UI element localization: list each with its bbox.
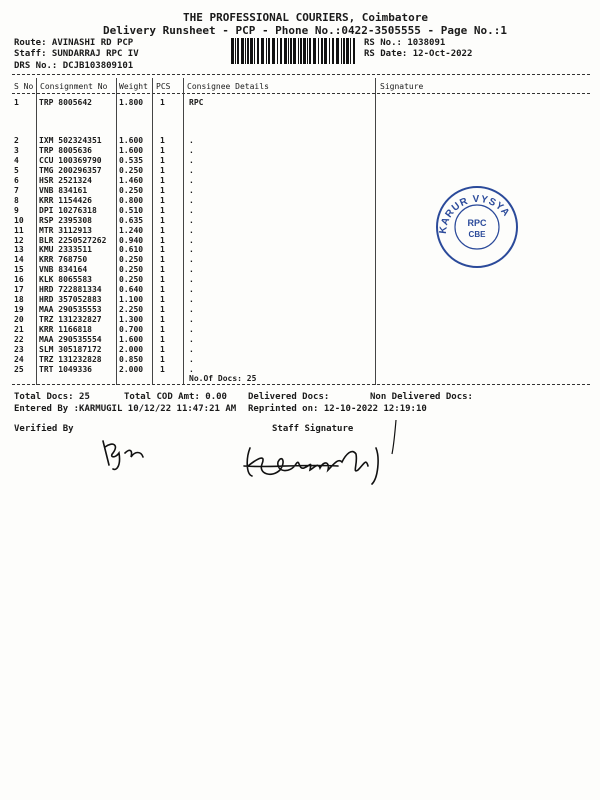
divider: [12, 384, 590, 385]
row-weight: 0.535: [119, 155, 144, 165]
barcode-bar: [261, 38, 264, 64]
barcode: [231, 38, 357, 64]
table-row: [0, 355, 600, 365]
non-delivered-docs: Non Delivered Docs:: [370, 392, 473, 402]
row-weight: 2.250: [119, 305, 144, 315]
row-consignee: .: [189, 235, 194, 245]
row-consignee: .: [189, 275, 194, 285]
row-sno: 8: [14, 195, 19, 205]
row-pcs: 1: [160, 235, 165, 245]
row-consignment-no: BLR 2250527262: [39, 235, 107, 245]
row-sno: 17: [14, 285, 24, 295]
barcode-bar: [250, 38, 253, 64]
drs-number: DRS No.: DCJB103809101: [14, 61, 134, 71]
divider: [12, 74, 590, 75]
row-pcs: 1: [160, 364, 165, 374]
row-sno: 14: [14, 255, 24, 265]
row-consignee: .: [189, 305, 194, 315]
staff-label: Staff: SUNDARRAJ RPC IV: [14, 49, 139, 59]
row-consignee: .: [189, 136, 194, 145]
col-header-pcs: PCS: [156, 82, 171, 91]
barcode-bar: [245, 38, 246, 64]
row-consignment-no: TMG 200296357: [39, 165, 102, 175]
row-consignment-no: TRP 8005636: [39, 145, 92, 155]
row-pcs: 1: [160, 325, 165, 335]
table-row: [0, 166, 600, 176]
row-consignee: .: [189, 165, 194, 175]
row-sno: 22: [14, 335, 24, 344]
row-pcs: 1: [160, 255, 165, 265]
row-pcs: 1: [160, 165, 165, 175]
col-header-consignee: Consignee Details: [187, 82, 269, 91]
row-pcs: 1: [160, 225, 165, 235]
row-consignment-no: VNB 834161: [39, 185, 88, 195]
row-sno: 20: [14, 315, 24, 325]
table-row: [0, 285, 600, 295]
row-consignee: .: [189, 225, 194, 235]
row-consignment-no: KMU 2333511: [39, 245, 92, 255]
row-pcs: 1: [160, 295, 165, 305]
row-weight: 0.250: [119, 165, 144, 175]
col-header-signature: Signature: [380, 82, 424, 91]
row-weight: 0.250: [119, 265, 144, 275]
barcode-bar: [247, 38, 249, 64]
row-pcs: 1: [160, 136, 165, 145]
verified-by-label: Verified By: [14, 424, 74, 434]
table-row: [0, 315, 600, 325]
row-consignee: .: [189, 185, 194, 195]
row-consignee: .: [189, 265, 194, 275]
barcode-bar: [300, 38, 302, 64]
row-sno: 23: [14, 344, 24, 354]
stamp-text-top: KARUR VYSYA: [437, 193, 512, 235]
row-consignee: .: [189, 145, 194, 155]
delivered-docs: Delivered Docs:: [248, 392, 330, 402]
table-row: [0, 335, 600, 345]
row-sno: 19: [14, 305, 24, 315]
row-pcs: 1: [160, 155, 165, 165]
row-pcs: 1: [160, 145, 165, 155]
row-weight: 1.100: [119, 295, 144, 305]
barcode-bar: [309, 38, 311, 64]
row-weight: 2.000: [119, 344, 144, 354]
row-weight: 0.510: [119, 205, 144, 215]
barcode-bar: [324, 38, 327, 64]
row-consignee: RPC: [189, 98, 204, 107]
row-weight: 1.600: [119, 335, 144, 344]
barcode-bar: [353, 38, 355, 64]
entered-by: Entered By :KARMUGIL 10/12/22 11:47:21 AM: [14, 404, 237, 414]
row-consignee: .: [189, 205, 194, 215]
row-weight: 0.250: [119, 275, 144, 285]
barcode-bar: [268, 38, 270, 64]
row-pcs: 1: [160, 344, 165, 354]
barcode-bar: [332, 38, 334, 64]
row-pcs: 1: [160, 354, 165, 364]
row-sno: 15: [14, 265, 24, 275]
total-cod: Total COD Amt: 0.00: [124, 392, 227, 402]
row-sno: 13: [14, 245, 24, 255]
row-sno: 12: [14, 235, 24, 245]
row-weight: 1.240: [119, 225, 144, 235]
row-consignment-no: TRZ 131232827: [39, 315, 102, 325]
barcode-bar: [293, 38, 296, 64]
barcode-bar: [288, 38, 289, 64]
stamp-text-bottom: CBE: [468, 230, 486, 239]
row-consignee: .: [189, 344, 194, 354]
row-weight: 0.700: [119, 325, 144, 335]
staff-signature-label: Staff Signature: [272, 424, 354, 434]
row-pcs: 1: [160, 275, 165, 285]
barcode-bar: [290, 38, 292, 64]
rs-date: RS Date: 12-Oct-2022: [364, 49, 473, 59]
row-consignment-no: KRR 768750: [39, 255, 88, 265]
row-sno: 4: [14, 155, 19, 165]
barcode-bar: [321, 38, 323, 64]
row-consignee: .: [189, 195, 194, 205]
row-weight: 0.635: [119, 215, 144, 225]
barcode-bar: [284, 38, 287, 64]
row-pcs: 1: [160, 215, 165, 225]
row-consignment-no: MAA 290535554: [39, 335, 102, 344]
row-consignee: .: [189, 364, 194, 374]
barcode-bar: [318, 38, 319, 64]
row-sno: 11: [14, 225, 24, 235]
barcode-bar: [277, 38, 278, 64]
no-of-docs: No.Of Docs: 25: [189, 374, 257, 383]
row-consignee: .: [189, 295, 194, 305]
barcode-bar: [346, 38, 349, 64]
barcode-bar: [280, 38, 282, 64]
row-consignee: .: [189, 155, 194, 165]
barcode-bar: [298, 38, 299, 64]
divider: [12, 93, 590, 94]
barcode-bar: [350, 38, 351, 64]
barcode-bar: [329, 38, 330, 64]
barcode-bar: [303, 38, 306, 64]
row-sno: 2: [14, 136, 19, 145]
col-header-sno: S No: [14, 82, 34, 91]
table-row: [0, 295, 600, 305]
table-row: [0, 345, 600, 355]
table-row: [0, 98, 600, 108]
row-weight: 0.640: [119, 285, 144, 295]
row-consignee: .: [189, 354, 194, 364]
row-consignee: .: [189, 215, 194, 225]
staff-signature: [238, 418, 398, 488]
row-consignment-no: VNB 834164: [39, 265, 88, 275]
table-row: [0, 146, 600, 156]
table-row: [0, 156, 600, 166]
row-consignment-no: HSR 2521324: [39, 175, 92, 185]
row-consignment-no: SLM 305187172: [39, 344, 102, 354]
barcode-bar: [254, 38, 255, 64]
row-pcs: 1: [160, 185, 165, 195]
row-consignment-no: CCU 100369790: [39, 155, 102, 165]
barcode-bar: [235, 38, 236, 64]
svg-text:KARUR VYSYA: [438, 194, 512, 235]
row-consignment-no: TRZ 131232828: [39, 354, 102, 364]
barcode-bar: [307, 38, 308, 64]
barcode-bar: [313, 38, 316, 64]
row-sno: 16: [14, 275, 24, 285]
row-consignment-no: HRD 357052883: [39, 295, 102, 305]
row-weight: 0.610: [119, 245, 144, 255]
company-title: THE PROFESSIONAL COURIERS, Coimbatore: [183, 11, 429, 24]
barcode-bar: [266, 38, 267, 64]
barcode-bar: [343, 38, 345, 64]
row-sno: 7: [14, 185, 19, 195]
row-pcs: 1: [160, 285, 165, 295]
row-sno: 21: [14, 325, 24, 335]
row-pcs: 1: [160, 315, 165, 325]
row-weight: 2.000: [119, 364, 144, 374]
row-weight: 0.250: [119, 255, 144, 265]
row-consignee: .: [189, 315, 194, 325]
row-pcs: 1: [160, 245, 165, 255]
row-pcs: 1: [160, 98, 165, 107]
row-sno: 25: [14, 364, 24, 374]
row-sno: 1: [14, 98, 19, 107]
barcode-bar: [241, 38, 244, 64]
runsheet-subtitle: Delivery Runsheet - PCP - Phone No.:0422-3505555 - Page No.:1: [103, 24, 507, 37]
row-pcs: 1: [160, 195, 165, 205]
row-sno: 6: [14, 175, 19, 185]
row-weight: 0.940: [119, 235, 144, 245]
row-consignment-no: IXM 502324351: [39, 136, 102, 145]
row-consignment-no: KLK 8065583: [39, 275, 92, 285]
row-weight: 0.250: [119, 185, 144, 195]
barcode-bar: [336, 38, 339, 64]
row-consignee: .: [189, 255, 194, 265]
table-row: [0, 275, 600, 285]
row-consignment-no: MTR 3112913: [39, 225, 92, 235]
reprinted-on: Reprinted on: 12-10-2022 12:19:10: [248, 404, 427, 414]
row-weight: 0.800: [119, 195, 144, 205]
row-consignment-no: MAA 290535553: [39, 305, 102, 315]
row-pcs: 1: [160, 265, 165, 275]
row-consignment-no: KRR 1154426: [39, 195, 92, 205]
row-pcs: 1: [160, 305, 165, 315]
barcode-bar: [237, 38, 239, 64]
row-pcs: 1: [160, 205, 165, 215]
rs-number: RS No.: 1038091: [364, 38, 446, 48]
row-sno: 18: [14, 295, 24, 305]
row-consignment-no: DPI 10276318: [39, 205, 97, 215]
total-docs: Total Docs: 25: [14, 392, 90, 402]
route-label: Route: AVINASHI RD PCP: [14, 38, 134, 48]
table-row: [0, 365, 600, 375]
table-row: [0, 305, 600, 315]
col-header-weight: Weight: [119, 82, 148, 91]
row-consignment-no: RSP 2395308: [39, 215, 92, 225]
row-sno: 5: [14, 165, 19, 175]
row-weight: 1.600: [119, 136, 144, 145]
row-consignment-no: HRD 722881334: [39, 285, 102, 295]
verifier-signature: [95, 435, 155, 475]
barcode-bar: [231, 38, 234, 64]
row-consignee: .: [189, 175, 194, 185]
stamp-text-mid: RPC: [467, 218, 487, 228]
row-consignee: .: [189, 325, 194, 335]
row-consignee: .: [189, 285, 194, 295]
col-header-consignment: Consignment No: [40, 82, 108, 91]
row-consignee: .: [189, 245, 194, 255]
row-consignment-no: TRT 1049336: [39, 364, 92, 374]
row-weight: 1.300: [119, 315, 144, 325]
row-weight: 1.460: [119, 175, 144, 185]
row-consignment-no: KRR 1166818: [39, 325, 92, 335]
barcode-bar: [272, 38, 275, 64]
row-consignment-no: TRP 8005642: [39, 98, 92, 107]
bank-stamp: [432, 182, 522, 272]
row-weight: 0.850: [119, 354, 144, 364]
barcode-bar: [341, 38, 342, 64]
row-weight: 1.600: [119, 145, 144, 155]
row-sno: 3: [14, 145, 19, 155]
table-row: [0, 325, 600, 335]
row-pcs: 1: [160, 175, 165, 185]
row-sno: 9: [14, 205, 19, 215]
row-consignee: .: [189, 335, 194, 344]
row-sno: 24: [14, 354, 24, 364]
barcode-bar: [257, 38, 259, 64]
table-row: [0, 136, 600, 146]
row-sno: 10: [14, 215, 24, 225]
row-pcs: 1: [160, 335, 165, 344]
row-weight: 1.800: [119, 98, 144, 107]
